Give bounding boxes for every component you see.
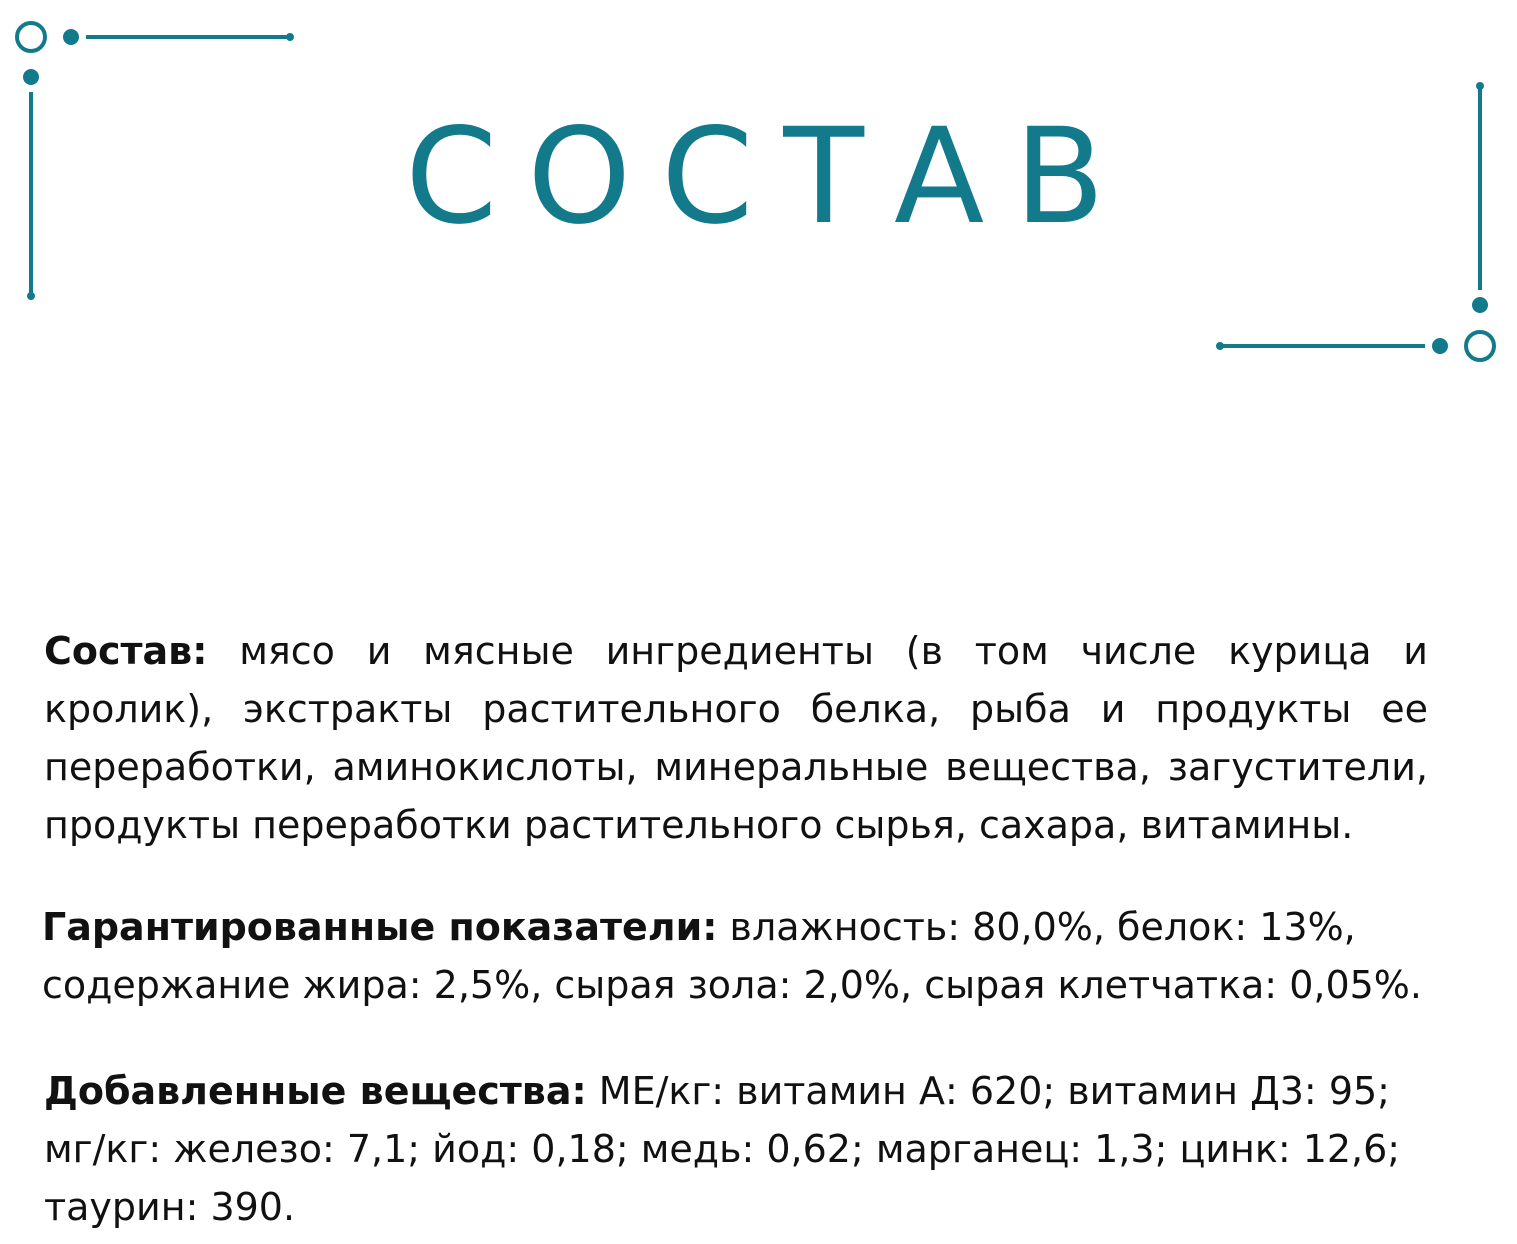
dot-icon [1432, 338, 1448, 354]
dot-icon [27, 292, 35, 300]
guaranteed-paragraph [42, 898, 1426, 1014]
guaranteed-text-1: влажность: 80,0%, белок: 13%, [729, 905, 1356, 949]
composition-paragraph [44, 622, 1428, 854]
additives-text-1: МЕ/кг: витамин А: 620; витамин Д3: 95; [598, 1069, 1390, 1113]
ring-icon [17, 23, 45, 51]
additives-line-1 [44, 1062, 1428, 1120]
page-title: СОСТАВ [405, 100, 1135, 254]
guaranteed-label: Гарантированные показатели: [42, 905, 718, 949]
additives-text-2: мг/кг: железо: 7,1; йод: 0,18; медь: 0,62; марганец: 1,3; цинк: 12,6; [44, 1127, 1401, 1171]
dot-icon [23, 69, 39, 85]
dot-icon [1216, 342, 1224, 350]
guaranteed-line-1 [42, 898, 1426, 956]
dot-icon [286, 33, 294, 41]
dot-icon [1472, 297, 1488, 313]
composition-label: Состав: [44, 629, 208, 673]
additives-label: Добавленные вещества: [44, 1069, 587, 1113]
guaranteed-text-2: содержание жира: 2,5%, сырая зола: 2,0%, сырая клетчатка: 0,05%. [42, 963, 1422, 1007]
additives-paragraph [44, 1062, 1428, 1236]
composition-text: мясо и мясные ингредиенты (в том числе курица и кролик), экстракты растительного белка, рыба и продукты ее переработки, аминокислоты, минеральные вещества, загустители, продукты переработки растительного сырья, сахара, витамины. [44, 629, 1428, 847]
dot-icon [63, 29, 79, 45]
additives-text-3: таурин: 390. [44, 1185, 296, 1229]
ring-icon [1466, 332, 1494, 360]
